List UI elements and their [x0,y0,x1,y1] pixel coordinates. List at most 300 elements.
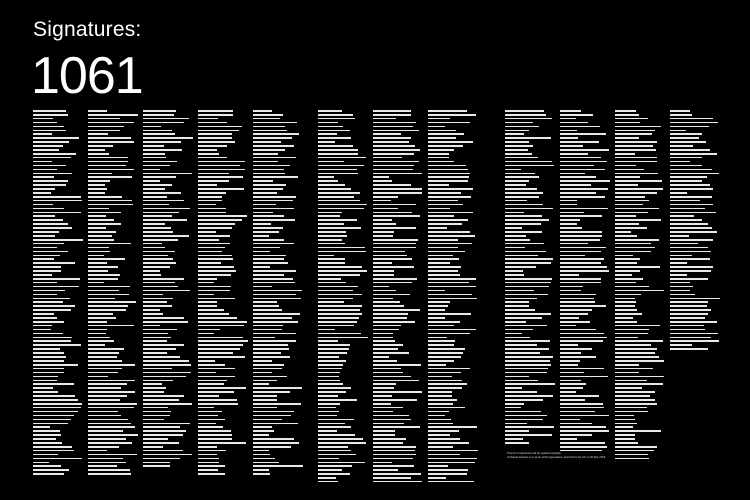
signatory-name-line [318,298,353,300]
signatory-name-line [560,438,577,440]
signatory-name-line [143,200,184,202]
signatory-name-line [318,188,351,190]
signatory-name-line [88,391,135,393]
signatory-name-line [253,266,270,268]
signatory-name-line [505,204,543,206]
signatory-name-line [33,239,83,241]
signatory-name-line [33,372,64,374]
signatory-name-line [143,465,170,467]
signatory-name-line [33,313,54,315]
signatory-name-line [505,278,552,280]
signatory-name-line [88,442,132,444]
signatory-name-line [253,110,272,112]
signatory-name-line [373,356,389,358]
signatory-name-line [428,223,462,225]
signatory-name-line [505,176,539,178]
signatory-name-line [253,251,270,253]
signatory-name-line [318,407,336,409]
signatory-name-line [33,153,76,155]
signatory-name-line [505,114,546,116]
signatory-name-line [670,169,712,171]
signatory-name-line [33,419,71,421]
signatory-name-line [253,372,272,374]
signatory-name-line [505,426,554,428]
signatory-name-line [253,462,279,464]
signatory-name-line [428,411,449,413]
signatory-name-line [428,387,462,389]
signatory-name-line [428,270,458,272]
signatory-name-line [88,173,112,175]
signature-count: 1061 [31,47,143,105]
signatory-name-line [88,145,113,147]
signatory-name-line [198,407,214,409]
signatory-name-line [318,348,349,350]
signatory-name-line [198,329,220,331]
signatory-name-line [318,450,351,452]
signatory-name-line [670,110,690,112]
signatory-name-line [143,118,189,120]
signatory-name-line [33,192,51,194]
signatory-name-line [373,173,422,175]
signatory-name-line [253,352,281,354]
signatory-name-line [505,122,533,124]
signatory-name-line [198,450,226,452]
signatory-name-line [428,169,468,171]
signatory-column [505,110,561,482]
signatory-name-line [615,329,649,331]
signatory-name-line [670,329,705,331]
signatory-name-line [33,126,64,128]
signatory-name-line [505,188,537,190]
signatory-name-line [670,348,708,350]
signatory-name-line [505,368,548,370]
signatory-name-line [253,270,296,272]
signatory-name-line [428,305,448,307]
signatory-name-line [670,266,713,268]
signatory-name-line [373,126,413,128]
signatory-name-line [615,258,640,260]
signatory-name-line [560,223,577,225]
signatory-name-line [318,344,350,346]
signatory-name-line [88,215,106,217]
signatory-name-line [428,434,450,436]
signatory-name-line [615,118,648,120]
signatory-name-line [560,247,606,249]
signatory-name-line [615,145,653,147]
signatory-name-line [505,180,529,182]
signatory-name-line [143,337,171,339]
signatory-name-line [373,188,422,190]
signatory-column [428,110,484,482]
signatory-name-line [253,337,275,339]
signatory-name-line [428,231,470,233]
signatory-name-line [253,411,294,413]
signatory-name-line [615,395,650,397]
signatory-name-line [198,243,230,245]
signatory-name-line [373,301,400,303]
signatory-name-line [143,442,179,444]
signatory-column [33,110,89,482]
signatory-name-line [373,153,414,155]
signatory-name-line [198,282,214,284]
signatory-name-line [198,118,218,120]
signatory-name-line [33,270,61,272]
signatory-name-line [428,274,460,276]
signatory-name-line [670,176,707,178]
signatory-name-line [560,200,577,202]
signatory-name-line [505,364,551,366]
signatory-name-line [615,219,661,221]
signatory-name-line [253,118,280,120]
signatory-name-line [33,137,79,139]
signatory-name-line [198,462,219,464]
signatory-name-line [670,212,716,214]
signatory-name-line [670,188,713,190]
signatory-name-line [198,426,223,428]
signatory-name-line [198,274,231,276]
signatory-name-line [373,204,416,206]
signatory-name-line [198,434,232,436]
signatory-name-line [670,165,702,167]
signatory-name-line [318,399,357,401]
signatory-name-line [143,130,172,132]
signatory-name-line [143,360,189,362]
signatory-name-line [670,278,708,280]
signatory-name-line [428,430,459,432]
signatory-name-line [33,184,66,186]
signatory-name-line [198,153,219,155]
signatory-name-line [428,298,477,300]
signatory-name-line [373,403,391,405]
signatory-name-line [33,130,66,132]
signatory-name-line [615,126,661,128]
signatory-name-line [615,169,644,171]
signatory-name-line [428,399,457,401]
signatory-name-line [505,145,533,147]
signatory-name-line [198,454,217,456]
signatory-name-line [373,122,416,124]
signatory-name-line [505,266,536,268]
signatory-name-line [33,251,68,253]
signatory-name-line [88,196,122,198]
signatory-name-line [428,278,476,280]
signatory-name-line [505,118,552,120]
signatory-name-line [505,262,551,264]
signatory-name-line [253,450,269,452]
signatory-name-line [198,403,238,405]
signatory-name-line [33,169,57,171]
signatory-name-line [318,426,351,428]
signatory-name-line [318,376,339,378]
signatory-name-line [373,411,393,413]
signatory-name-line [253,465,303,467]
signatory-name-line [318,149,358,151]
signatory-name-line [198,176,243,178]
signatory-name-line [505,395,553,397]
signatory-name-line [33,462,49,464]
signatory-name-line [318,301,344,303]
signatory-name-line [143,215,172,217]
signatory-name-line [373,469,398,471]
signatory-name-line [33,383,74,385]
signatory-name-line [143,212,179,214]
signatory-name-line [670,223,708,225]
signatory-name-line [143,395,184,397]
signatory-name-line [318,258,345,260]
signatory-name-line [373,184,411,186]
signatory-name-line [33,219,63,221]
signatory-name-line [318,290,353,292]
signatory-name-line [88,223,121,225]
signatory-name-line [428,340,455,342]
signatory-name-line [88,317,116,319]
signatory-name-line [560,184,591,186]
signatory-name-line [33,352,64,354]
signatory-name-line [88,352,119,354]
signatory-name-line [143,356,180,358]
signatory-name-line [33,247,57,249]
signatory-name-line [143,270,160,272]
signatory-name-line [143,278,184,280]
signatory-name-line [88,399,120,401]
signatory-name-line [253,446,291,448]
signatory-name-line [373,266,414,268]
signatory-name-line [670,243,698,245]
signatory-name-line [373,458,413,460]
signatory-name-line [670,137,699,139]
signatory-name-line [88,231,116,233]
signatory-name-line [615,239,659,241]
signatory-name-line [253,298,301,300]
signatory-name-line [253,157,296,159]
signatory-name-line [318,454,356,456]
signatory-name-line [88,290,119,292]
signatory-name-line [198,258,233,260]
signatory-name-line [198,157,227,159]
signatory-name-line [505,403,524,405]
signatory-name-line [373,391,422,393]
signatory-name-line [253,473,270,475]
signatory-name-line [198,188,244,190]
signatory-name-line [615,251,651,253]
signatory-name-line [670,114,692,116]
signatory-name-line [615,426,633,428]
signatory-name-line [373,305,404,307]
signatory-name-line [560,188,608,190]
signatory-name-line [198,294,214,296]
signatory-name-line [615,208,659,210]
signatory-name-line [505,329,533,331]
signatory-name-line [560,145,583,147]
signatory-name-line [253,391,290,393]
signatory-name-line [428,212,473,214]
signatory-name-line [373,344,403,346]
signatory-name-line [143,344,184,346]
signatory-name-line [560,340,603,342]
signatory-name-line [253,356,290,358]
signatory-name-line [318,176,334,178]
signatory-name-line [318,110,342,112]
signatory-name-line [373,415,409,417]
signatory-name-line [373,247,416,249]
signatory-name-line [33,290,65,292]
signatory-name-line [88,395,127,397]
signatory-name-line [373,243,416,245]
signatory-name-line [143,348,176,350]
signatory-name-line [615,356,659,358]
signatory-name-line [615,266,660,268]
signatory-name-line [615,196,645,198]
signatory-name-line [33,356,66,358]
signatory-name-line [318,223,344,225]
signatory-name-line [253,301,277,303]
signatory-name-line [88,153,109,155]
signatory-name-line [143,399,179,401]
signatory-name-line [143,372,191,374]
signatory-name-line [88,364,135,366]
signatory-name-line [318,411,339,413]
signatory-name-line [560,239,600,241]
signatory-name-line [33,407,81,409]
signatory-name-line [560,274,579,276]
signatory-name-line [505,352,540,354]
signatory-name-line [33,340,71,342]
signatory-name-line [88,227,106,229]
signatory-name-line [33,133,52,135]
signatory-name-line [198,290,230,292]
signatory-name-line [33,458,82,460]
signatory-name-line [88,137,131,139]
signatory-name-line [615,309,637,311]
signatory-name-line [88,176,132,178]
signatory-name-line [143,426,180,428]
signatory-name-line [615,161,657,163]
signatory-name-line [198,387,246,389]
signatory-name-line [428,180,468,182]
signatory-name-line [143,423,190,425]
signatory-name-line [670,180,702,182]
signatory-name-line [615,286,649,288]
signatory-name-line [253,325,283,327]
signatory-name-line [560,157,601,159]
signatory-name-line [318,438,363,440]
signatory-name-line [373,165,414,167]
signatory-name-line [198,348,240,350]
signatory-name-line [88,372,118,374]
signatory-name-line [505,411,541,413]
signatory-name-line [143,231,173,233]
signatory-name-line [505,157,538,159]
signatory-name-line [33,348,60,350]
signatory-name-line [560,192,596,194]
signatory-name-line [428,473,467,475]
signatory-name-line [143,321,188,323]
signatory-name-line [253,200,293,202]
signatory-name-line [373,298,393,300]
signatory-name-line [253,329,282,331]
signatory-name-line [33,294,57,296]
signatory-name-line [33,122,57,124]
signatory-name-line [428,173,470,175]
signatory-name-line [428,356,461,358]
signatory-name-line [373,477,411,479]
signatory-name-line [615,423,637,425]
signatory-name-line [428,372,461,374]
signatory-name-line [253,333,296,335]
signatory-name-line [88,200,132,202]
signatory-name-line [615,313,642,315]
signatory-name-line [253,227,283,229]
signatory-name-line [373,317,407,319]
signatory-name-line [560,313,588,315]
signatory-column [253,110,309,482]
signatory-name-line [143,122,184,124]
signatory-name-line [253,262,288,264]
signatory-name-line [198,130,239,132]
signatory-name-line [670,251,711,253]
signatory-name-line [615,122,640,124]
signatory-name-line [318,372,340,374]
signatory-name-line [505,239,530,241]
signatory-name-line [615,110,636,112]
signatory-name-line [88,333,106,335]
signatory-name-line [253,215,284,217]
signatory-name-line [88,192,105,194]
signatory-name-line [318,219,357,221]
signatory-name-line [615,173,658,175]
signatory-name-line [670,173,719,175]
signatory-name-line [253,169,284,171]
signatory-name-line [253,344,288,346]
signatory-name-line [428,376,452,378]
signatory-name-line [373,426,420,428]
signatory-name-line [198,423,216,425]
signatory-name-line [615,442,638,444]
signatory-column [143,110,199,482]
signatory-name-line [560,348,592,350]
signatory-name-line [88,165,126,167]
signatory-name-line [253,360,272,362]
signatory-name-line [373,348,398,350]
signatory-name-line [88,169,134,171]
signatory-name-line [615,180,662,182]
signatory-name-line [318,251,366,253]
signatory-name-line [428,415,445,417]
signatory-name-line [373,321,415,323]
signatory-name-line [560,204,577,206]
signatory-name-line [373,473,421,475]
signatory-name-line [560,376,608,378]
signatory-name-line [373,465,414,467]
signatory-name-line [33,364,78,366]
signatory-name-line [670,286,693,288]
signatory-name-line [318,231,346,233]
signatory-name-line [505,184,526,186]
signatory-name-line [615,114,639,116]
signatory-name-line [560,309,592,311]
signatory-name-line [505,130,529,132]
signatory-name-line [143,137,193,139]
signatory-name-line [88,403,137,405]
signatory-name-line [143,387,166,389]
signatory-name-line [198,368,235,370]
signatory-name-line [143,462,170,464]
signatory-name-line [615,294,641,296]
signatory-name-line [198,137,232,139]
signatory-name-line [253,274,284,276]
signatory-name-line [560,153,588,155]
signatory-name-line [670,122,718,124]
